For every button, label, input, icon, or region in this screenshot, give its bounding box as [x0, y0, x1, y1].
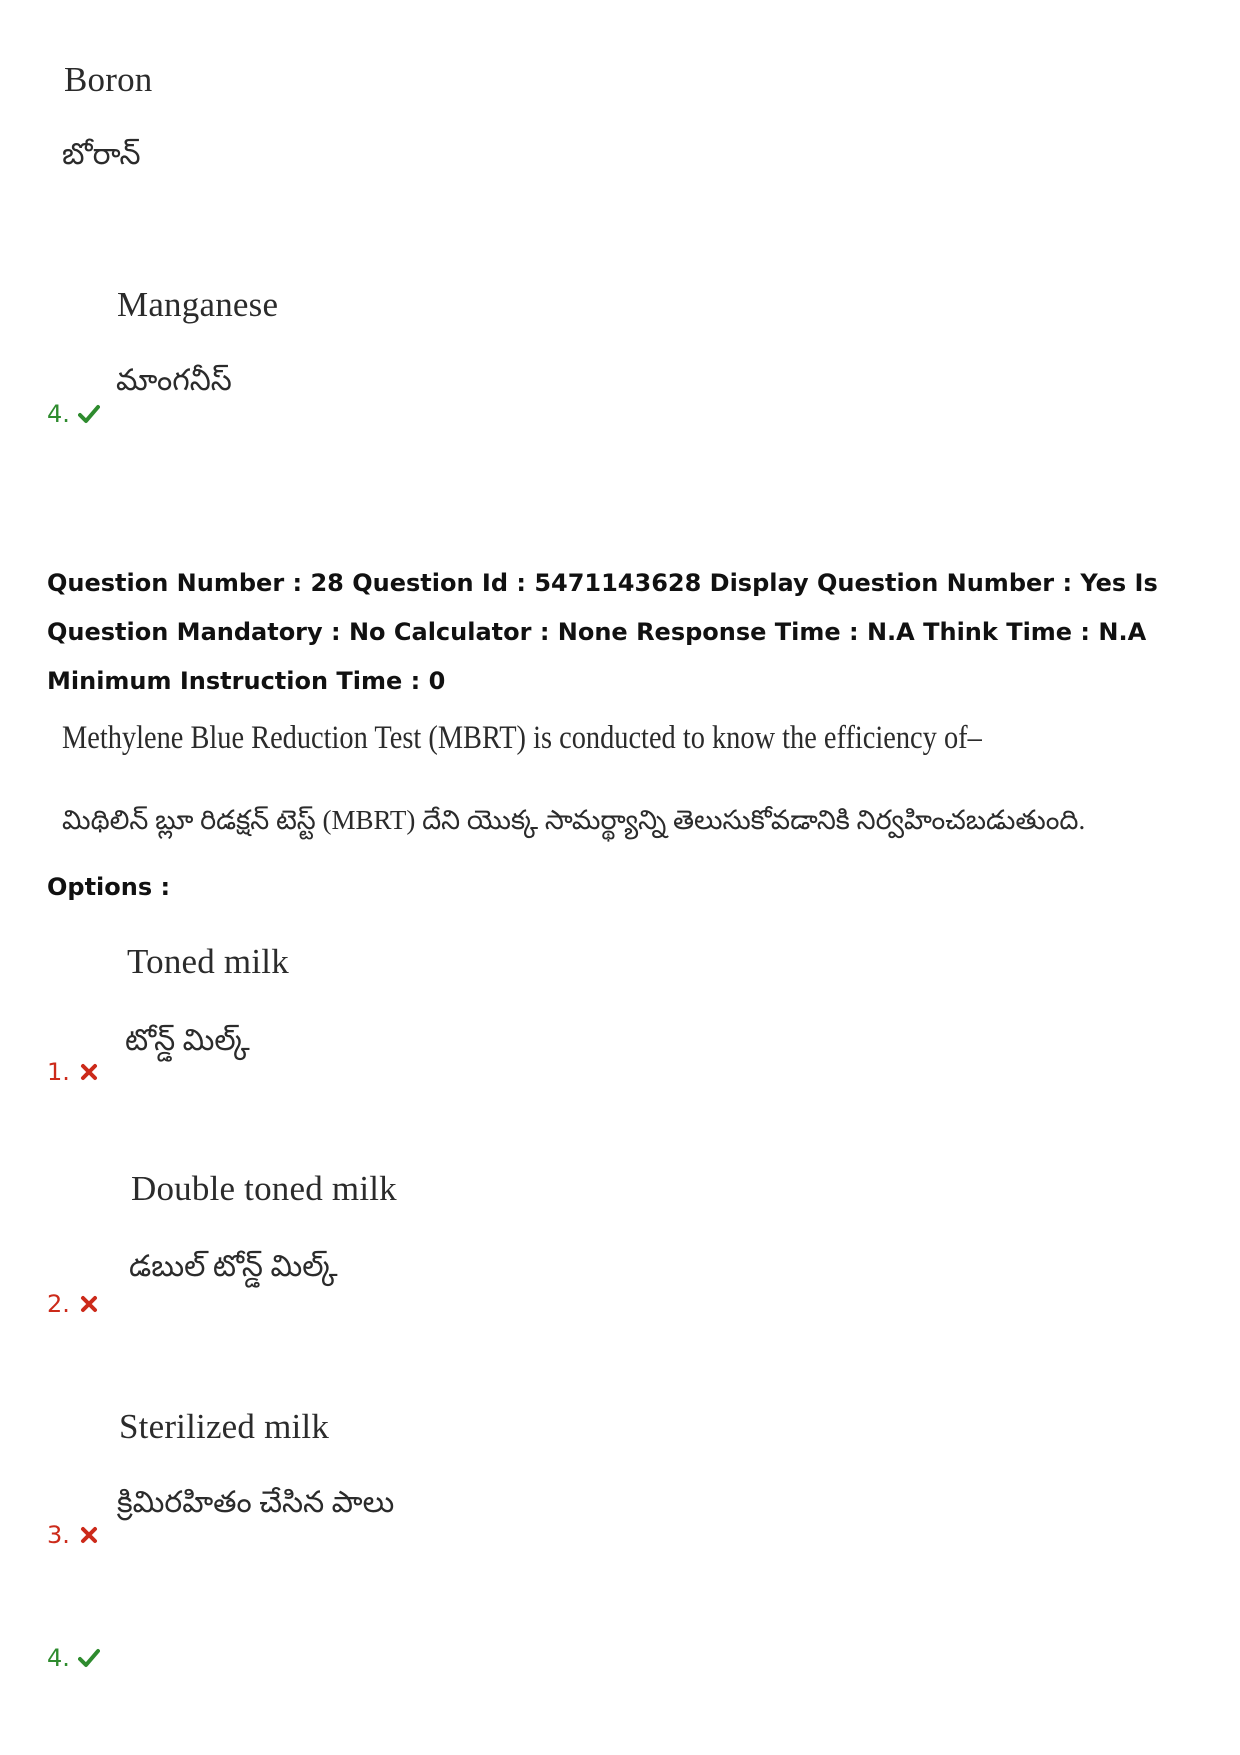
check-icon [78, 1647, 100, 1669]
check-icon [78, 403, 100, 425]
option-3-telugu: క్రిమిరహితం చేసిన పాలు [117, 1486, 395, 1519]
option-2-english: Double toned milk [131, 1169, 397, 1208]
options-label: Options : [47, 873, 171, 901]
option-3-number [47, 1521, 100, 1549]
prev-option-4-english: Manganese [117, 285, 279, 324]
question-meta: Question Number : 28 Question Id : 5471143628 Display Question Number : Yes Is Question Mandatory : No Calculator : None Response Time : N.A Think Time : N.A Minimum Instruction Time : 0 [47, 569, 1158, 695]
cross-icon [78, 1061, 100, 1083]
option-1-english: Toned milk [127, 942, 289, 981]
option-1-number [47, 1058, 100, 1086]
option-3-number-label: 3. [47, 1521, 70, 1549]
cross-icon [78, 1524, 100, 1546]
prev-option-3-telugu: బోరాన్ [62, 138, 141, 171]
option-1-number-label: 1. [47, 1058, 70, 1086]
option-4-number [47, 1644, 100, 1672]
option-3-english: Sterilized milk [119, 1407, 330, 1446]
option-2-number [47, 1290, 100, 1318]
prev-option-4-number [47, 400, 100, 428]
option-1-telugu: టోన్డ్ మిల్క్ [125, 1024, 250, 1057]
question-text-telugu: మిథిలిన్ బ్లూ రిడక్షన్ టెస్ట్ (MBRT) దేని యొక్క సామర్థ్యాన్ని తెలుసుకోవడానికి నిర్వహించబడుతుంది. [62, 805, 1086, 835]
prev-option-4-telugu: మాంగనీస్ [116, 364, 232, 397]
prev-option-4-number-label: 4. [47, 400, 70, 428]
option-2-number-label: 2. [47, 1290, 70, 1318]
option-4-number-label: 4. [47, 1644, 70, 1672]
question-text-english: Methylene Blue Reduction Test (MBRT) is conducted to know the efficiency of– [62, 720, 982, 756]
prev-option-3-english: Boron [64, 60, 153, 99]
option-2-telugu: డబుల్ టోన్డ్ మిల్క్ [129, 1250, 338, 1283]
cross-icon [78, 1293, 100, 1315]
